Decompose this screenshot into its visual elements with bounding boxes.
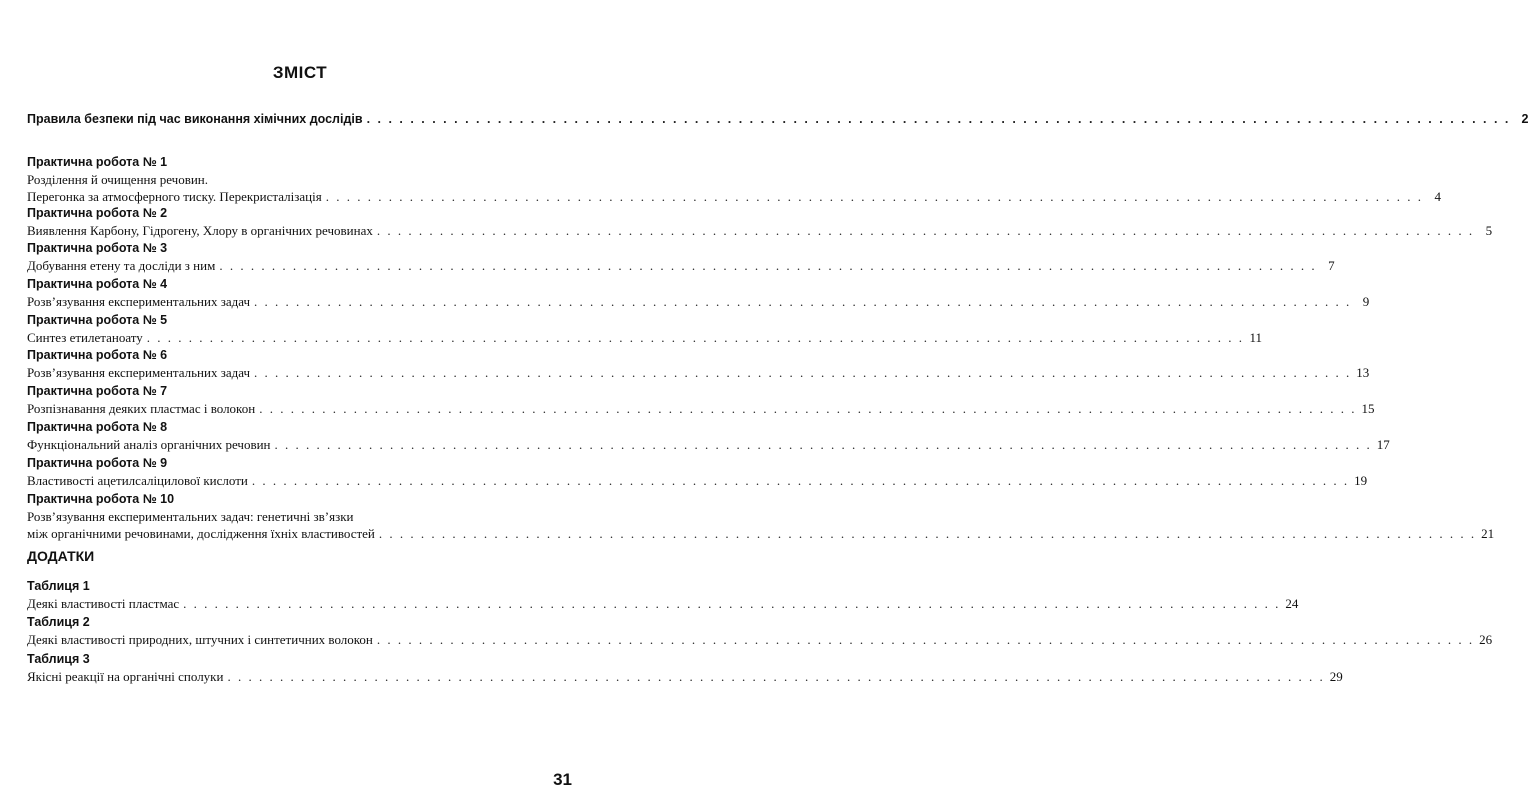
toc-page-number: 4: [1434, 189, 1441, 204]
toc-leader-dots: . . . . . . . . . . . . . . . . . . . . . . . . . . . . . . . . . . . . . . . . . . . . . . . . . . . . . . . . . . . . . . . . . . . . . . . . . . . . . . . . . . . . . . . . . . . . . . . . . . . . . . . . .: [251, 473, 1350, 488]
toc-entry-work-8[interactable]: [27, 419, 1390, 453]
toc-page-number: 29: [1329, 669, 1343, 684]
toc-entry-work-2[interactable]: [27, 205, 1493, 239]
toc-entry-table-2[interactable]: [27, 614, 1493, 648]
toc-page-number: 15: [1361, 401, 1375, 416]
toc-entry-heading: Практична робота № 10: [27, 492, 175, 506]
toc-entry-text: Розв’язування експериментальних задач: генетичні зв’язки: [27, 509, 354, 524]
appendix-title: ДОДАТКИ: [27, 548, 95, 564]
toc-page-number: 24: [1285, 596, 1299, 611]
page-number: 31: [553, 770, 572, 789]
toc-leader-dots: . . . . . . . . . . . . . . . . . . . . . . . . . . . . . . . . . . . . . . . . . . . . . . . . . . . . . . . . . . . . . . . . . . . . . . . . . . . . . . . . . . . . . . . . . . . . . . . . . . . . . . . . .: [146, 330, 1245, 345]
toc-entry-text: Розділення й очищення речовин.: [27, 172, 209, 187]
toc-page-number: 21: [1481, 526, 1495, 541]
toc-entry-heading: Практична робота № 4: [27, 277, 168, 291]
toc-entry-heading: Практична робота № 6: [27, 348, 168, 362]
toc-entry-text: Добування етену та досліди з ним: [27, 258, 216, 273]
toc-entry-work-10[interactable]: [27, 491, 1495, 542]
toc-entry-work-5[interactable]: [27, 312, 1263, 346]
toc-entry-heading: Практична робота № 7: [27, 384, 168, 398]
toc-entry-heading: Практична робота № 3: [27, 241, 168, 255]
toc-entry-work-9[interactable]: [27, 455, 1368, 489]
toc-entry-text: Перегонка за атмосферного тиску. Перекристалізація: [27, 189, 322, 204]
toc-leader-dots: . . . . . . . . . . . . . . . . . . . . . . . . . . . . . . . . . . . . . . . . . . . . . . . . . . . . . . . . . . . . . . . . . . . . . . . . . . . . . . . . . . . . . . . . . . . . . . . . . . . . . . . . .: [376, 632, 1475, 647]
toc-entry-heading: Таблиця 1: [27, 579, 90, 593]
toc-entry-heading: Практична робота № 2: [27, 206, 168, 220]
toc-entry-work-1[interactable]: [27, 154, 1441, 205]
toc-entry-safety[interactable]: [27, 111, 1528, 128]
toc-page-number: 7: [1328, 258, 1335, 273]
toc-leader-dots: . . . . . . . . . . . . . . . . . . . . . . . . . . . . . . . . . . . . . . . . . . . . . . . . . . . . . . . . . . . . . . . . . . . . . . . . . . . . . . . . . . . . . . . . . . . . . . . . . . . . . . . . .: [274, 437, 1372, 452]
toc-entry-text: Деякі властивості природних, штучних і синтетичних волокон: [27, 632, 373, 647]
toc-leader-dots: . . . . . . . . . . . . . . . . . . . . . . . . . . . . . . . . . . . . . . . . . . . . . . . . . . . . . . . . . . . . . . . . . . . . . . . . . . . . . . . . . . . . . . . . . . . . . . . . . . . . . . . . .: [219, 258, 1317, 273]
toc-page-number: 17: [1376, 437, 1390, 452]
toc-entry-text: Виявлення Карбону, Гідрогену, Хлору в органічних речовинах: [27, 223, 373, 238]
toc-entry-heading: Таблиця 2: [27, 615, 90, 629]
toc-page-number: 19: [1354, 473, 1368, 488]
toc-entry-text: Деякі властивості пластмас: [27, 596, 180, 611]
toc-leader-dots: . . . . . . . . . . . . . . . . . . . . . . . . . . . . . . . . . . . . . . . . . . . . . . . . . . . . . . . . . . . . . . . . . . . . . . . . . . . . . . . . . . . . . . . . . . . . . . . . . . . . . . . . .: [376, 223, 1475, 238]
toc-page-number: 11: [1249, 330, 1263, 345]
toc-leader-dots: . . . . . . . . . . . . . . . . . . . . . . . . . . . . . . . . . . . . . . . . . . . . . . . . . . . . . . . . . . . . . . . . . . . . . . . . . . . . . . . . . . . . . . . . . . . . . . . . . . . . . . . . .: [259, 401, 1357, 416]
toc-entry-text: Властивості ацетилсаліцилової кислоти: [27, 473, 248, 488]
toc-entry-table-1[interactable]: [27, 578, 1299, 612]
toc-page-number: 26: [1479, 632, 1493, 647]
toc-entry-heading: Практична робота № 1: [27, 155, 168, 169]
toc-page-number: 5: [1485, 223, 1493, 238]
toc-entry-work-7[interactable]: [27, 383, 1375, 417]
toc-entry-table-3[interactable]: [27, 651, 1343, 685]
toc-entry-work-6[interactable]: [27, 347, 1370, 381]
toc-leader-dots: . . . . . . . . . . . . . . . . . . . . . . . . . . . . . . . . . . . . . . . . . . . . . . . . . . . . . . . . . . . . . . . . . . . . . . . . . . . . . . . . . . . . . . . . . . . . . . . . . . . . . . . . .: [378, 526, 1477, 541]
toc-page-number: 2: [1521, 112, 1528, 126]
toc-entry-text: Синтез етилетаноату: [27, 330, 143, 345]
toc-leader-dots: . . . . . . . . . . . . . . . . . . . . . . . . . . . . . . . . . . . . . . . . . . . . . . . . . . . . . . . . . . . . . . . . . . . . . . . . . . . . . . . . . . . . . . . . . . . . . . . . . . . . . . . . .: [325, 189, 1423, 204]
toc-entry-text: Розв’язування експериментальних задач: [27, 294, 251, 309]
toc-page-number: 9: [1362, 294, 1370, 309]
toc-leader-dots: . . . . . . . . . . . . . . . . . . . . . . . . . . . . . . . . . . . . . . . . . . . . . . . . . . . . . . . . . . . . . . . . . . . . . . . . . . . . . . . . . . . . . . . . . . . . . . . . . . . . . . . . .: [227, 669, 1325, 684]
toc-entry-heading: Практична робота № 9: [27, 456, 168, 470]
toc-entry-work-3[interactable]: [27, 240, 1335, 274]
toc-page-number: 13: [1356, 365, 1370, 380]
toc-entry-text: між органічними речовинами, дослідження їхніх властивостей: [27, 526, 375, 541]
toc-entry-text: Розв’язування експериментальних задач: [27, 365, 251, 380]
page-title: ЗМІСТ: [272, 63, 328, 82]
toc-entry-text: Правила безпеки під час виконання хімічних дослідів: [27, 112, 363, 126]
toc-entry-text: Розпізнавання деяких пластмас і волокон: [27, 401, 256, 416]
toc-leader-dots: . . . . . . . . . . . . . . . . . . . . . . . . . . . . . . . . . . . . . . . . . . . . . . . . . . . . . . . . . . . . . . . . . . . . . . . . . . . . . . . . . . . . . . . . . . . . . . . . . . . . . . . . .: [366, 112, 1511, 126]
toc-leader-dots: . . . . . . . . . . . . . . . . . . . . . . . . . . . . . . . . . . . . . . . . . . . . . . . . . . . . . . . . . . . . . . . . . . . . . . . . . . . . . . . . . . . . . . . . . . . . . . . . . . . . . . . . .: [183, 596, 1281, 611]
toc-entry-work-4[interactable]: [27, 276, 1370, 310]
toc-entry-heading: Таблиця 3: [27, 652, 90, 666]
toc-leader-dots: . . . . . . . . . . . . . . . . . . . . . . . . . . . . . . . . . . . . . . . . . . . . . . . . . . . . . . . . . . . . . . . . . . . . . . . . . . . . . . . . . . . . . . . . . . . . . . . . . . . . . . . . .: [254, 365, 1352, 380]
toc-entry-heading: Практична робота № 8: [27, 420, 168, 434]
toc-entry-text: Функціональний аналіз органічних речовин: [27, 437, 271, 452]
toc-entry-heading: Практична робота № 5: [27, 313, 168, 327]
toc-leader-dots: . . . . . . . . . . . . . . . . . . . . . . . . . . . . . . . . . . . . . . . . . . . . . . . . . . . . . . . . . . . . . . . . . . . . . . . . . . . . . . . . . . . . . . . . . . . . . . . . . . . . . . . . .: [254, 294, 1352, 309]
toc-entry-text: Якісні реакції на органічні сполуки: [27, 669, 224, 684]
